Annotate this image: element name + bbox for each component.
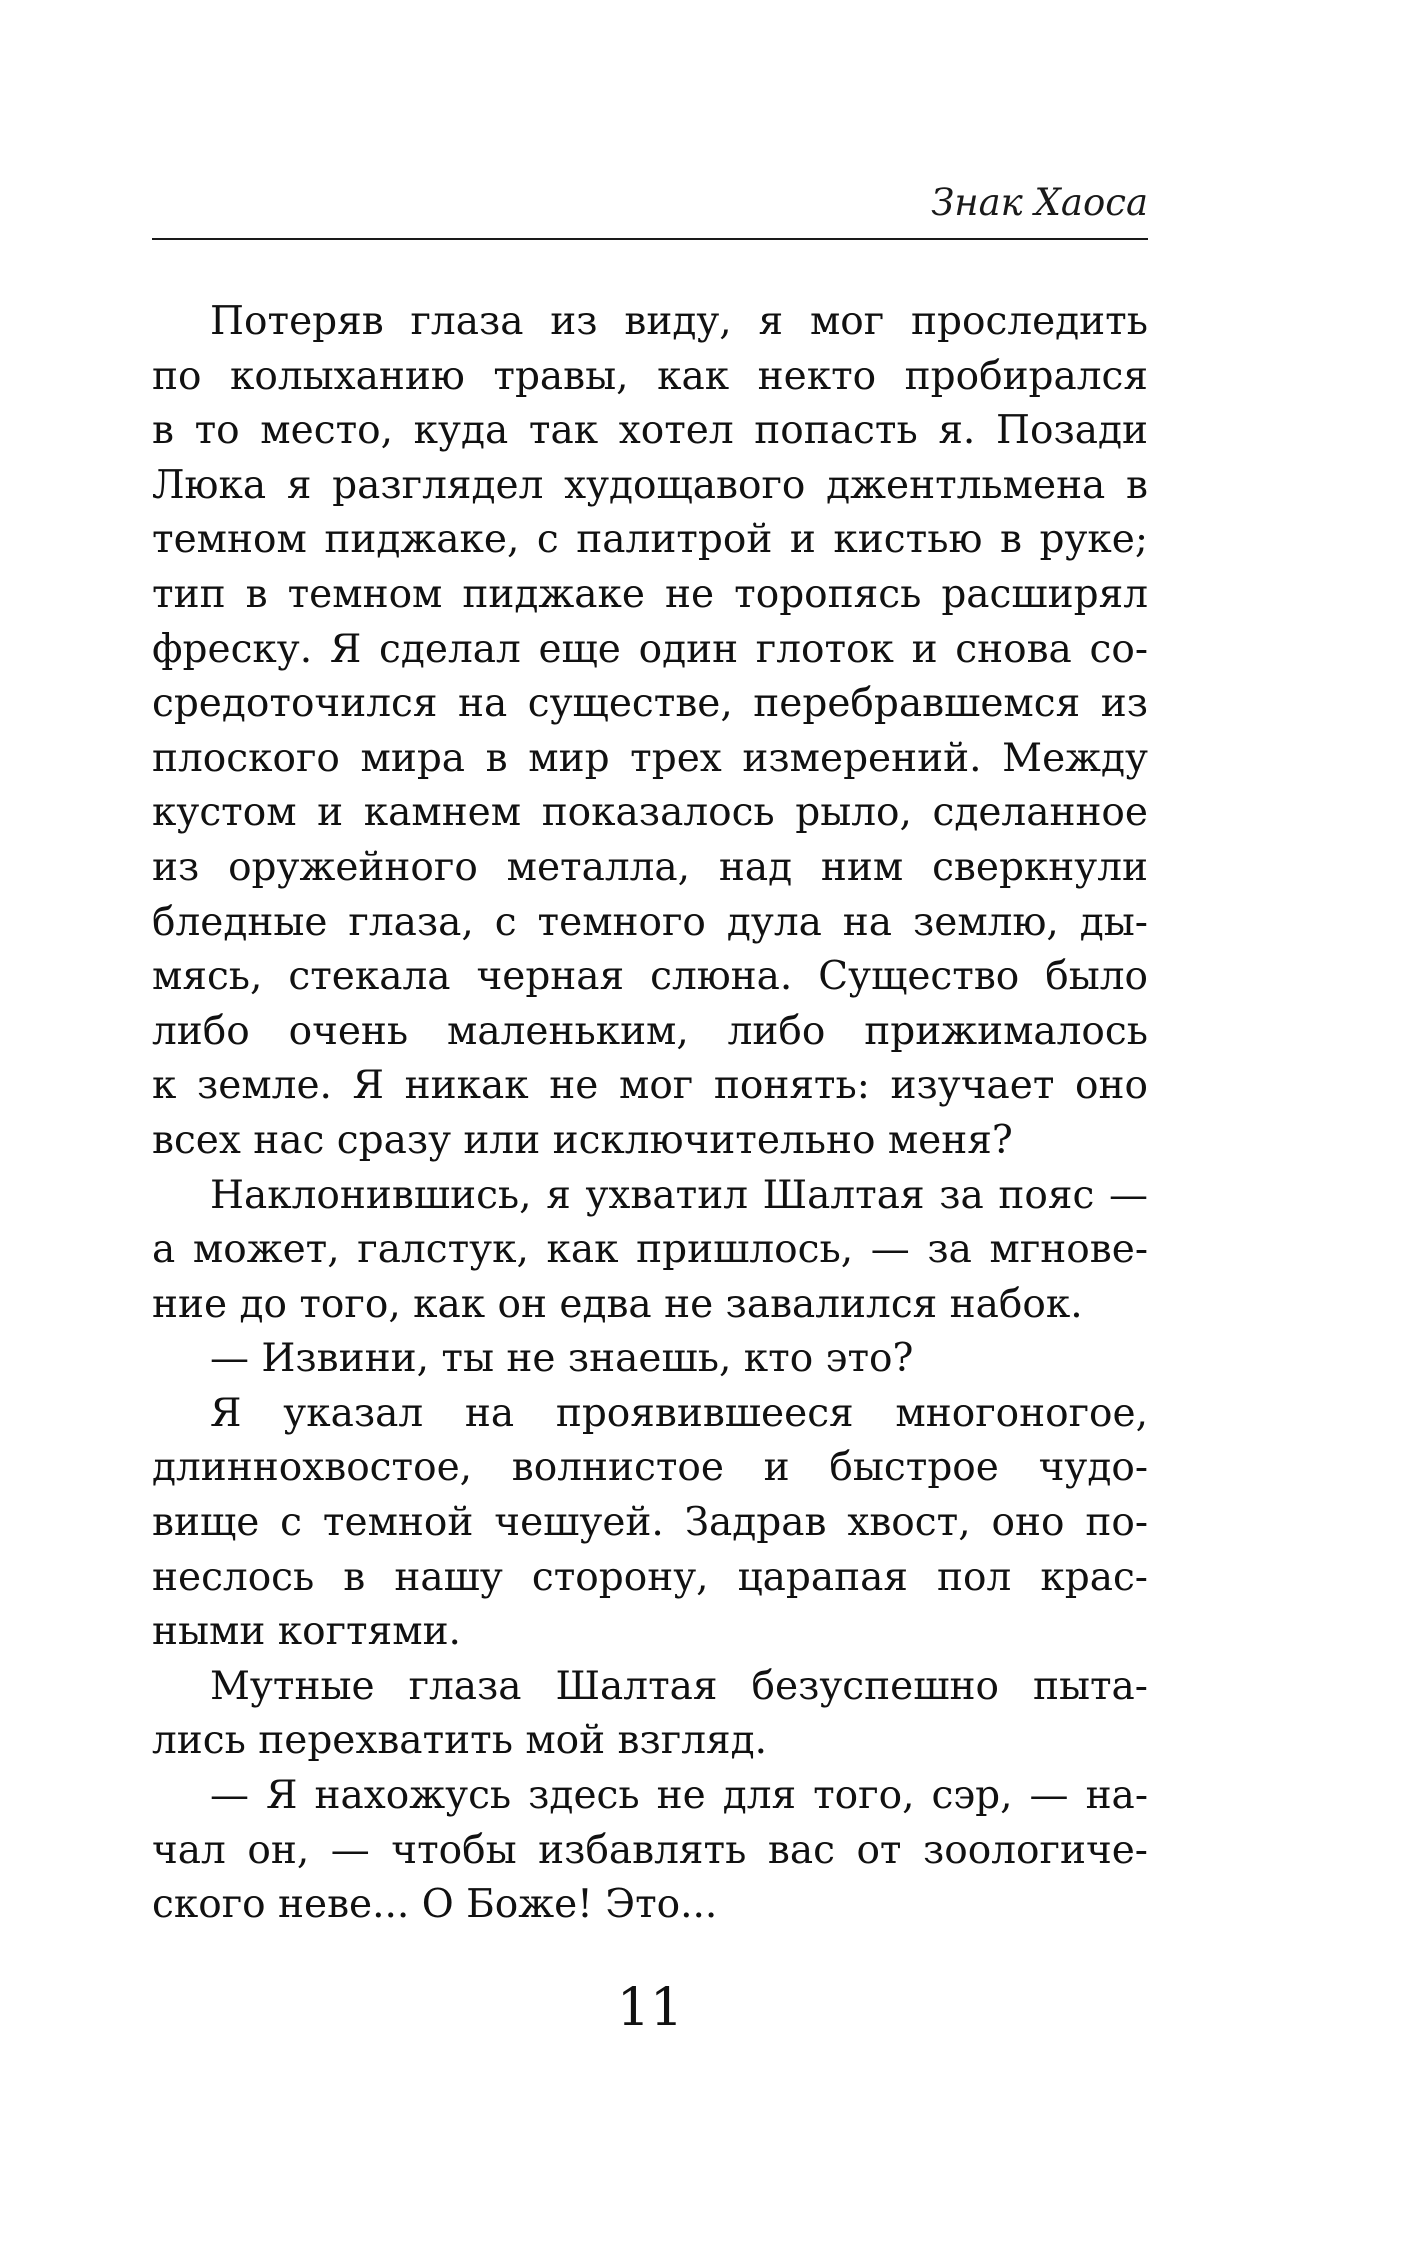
text-line: бледные глаза, с темного дула на землю, ды-: [152, 899, 1148, 945]
text-line: а может, галстук, как пришлось, — за мгнове-: [152, 1227, 1148, 1273]
text-line: мясь, стекала черная слюна. Существо было: [152, 954, 1148, 1000]
running-header: Знак Хаоса: [931, 181, 1148, 224]
text-line: плоского мира в мир трех измерений. Между: [152, 735, 1148, 781]
text-line: Мутные глаза Шалтая безуспешно пыта-: [210, 1663, 1148, 1709]
text-line: либо очень маленьким, либо прижималось: [152, 1008, 1148, 1054]
text-line: вище с темной чешуей. Задрав хвост, оно по-: [152, 1500, 1148, 1546]
paragraph: [152, 295, 1148, 1169]
text-line: Люка я разглядел худощавого джентльмена в: [152, 462, 1148, 508]
body-text: [152, 295, 1148, 1933]
paragraph: [152, 1169, 1148, 1333]
text-line: фреску. Я сделал еще один глоток и снова со-: [152, 626, 1148, 672]
paragraph: [152, 1660, 1148, 1769]
text-line: к земле. Я никак не мог понять: изучает оно: [152, 1063, 1148, 1109]
text-line: кустом и камнем показалось рыло, сделанное: [152, 790, 1148, 836]
text-line: в то место, куда так хотел попасть я. Позади: [152, 408, 1148, 454]
text-line: по колыханию травы, как некто пробирался: [152, 353, 1148, 399]
paragraph: [152, 1387, 1148, 1660]
text-line: всех нас сразу или исключительно меня?: [152, 1117, 1013, 1163]
text-line: темном пиджаке, с палитрой и кистью в руке;: [152, 517, 1148, 563]
text-line: тип в темном пиджаке не торопясь расширял: [152, 571, 1148, 617]
page-number: 11: [616, 1978, 684, 2038]
text-line: ского неве... О Боже! Это...: [152, 1882, 718, 1928]
text-line: неслось в нашу сторону, царапая пол крас-: [152, 1554, 1148, 1600]
paragraph: [152, 1332, 1148, 1387]
text-line: — Я нахожусь здесь не для того, сэр, — на-: [210, 1773, 1148, 1819]
text-line: ние до того, как он едва не завалился набок.: [152, 1281, 1083, 1327]
text-line: ными когтями.: [152, 1609, 461, 1655]
text-line: Наклонившись, я ухватил Шалтая за пояс —: [210, 1172, 1148, 1218]
text-line: чал он, — чтобы избавлять вас от зоологиче-: [152, 1827, 1148, 1873]
text-line: средоточился на существе, перебравшемся из: [152, 681, 1148, 727]
text-line: Потеряв глаза из виду, я мог проследить: [210, 299, 1148, 344]
text-line: длиннохвостое, волнистое и быстрое чудо-: [152, 1445, 1148, 1491]
text-line: из оружейного металла, над ним сверкнули: [152, 844, 1148, 890]
paragraph: [152, 1769, 1148, 1933]
header-rule: [152, 238, 1148, 240]
text-line: Я указал на проявившееся многоногое,: [210, 1390, 1148, 1436]
text-line: — Извини, ты не знаешь, кто это?: [210, 1336, 914, 1382]
text-line: лись перехватить мой взгляд.: [152, 1718, 767, 1764]
